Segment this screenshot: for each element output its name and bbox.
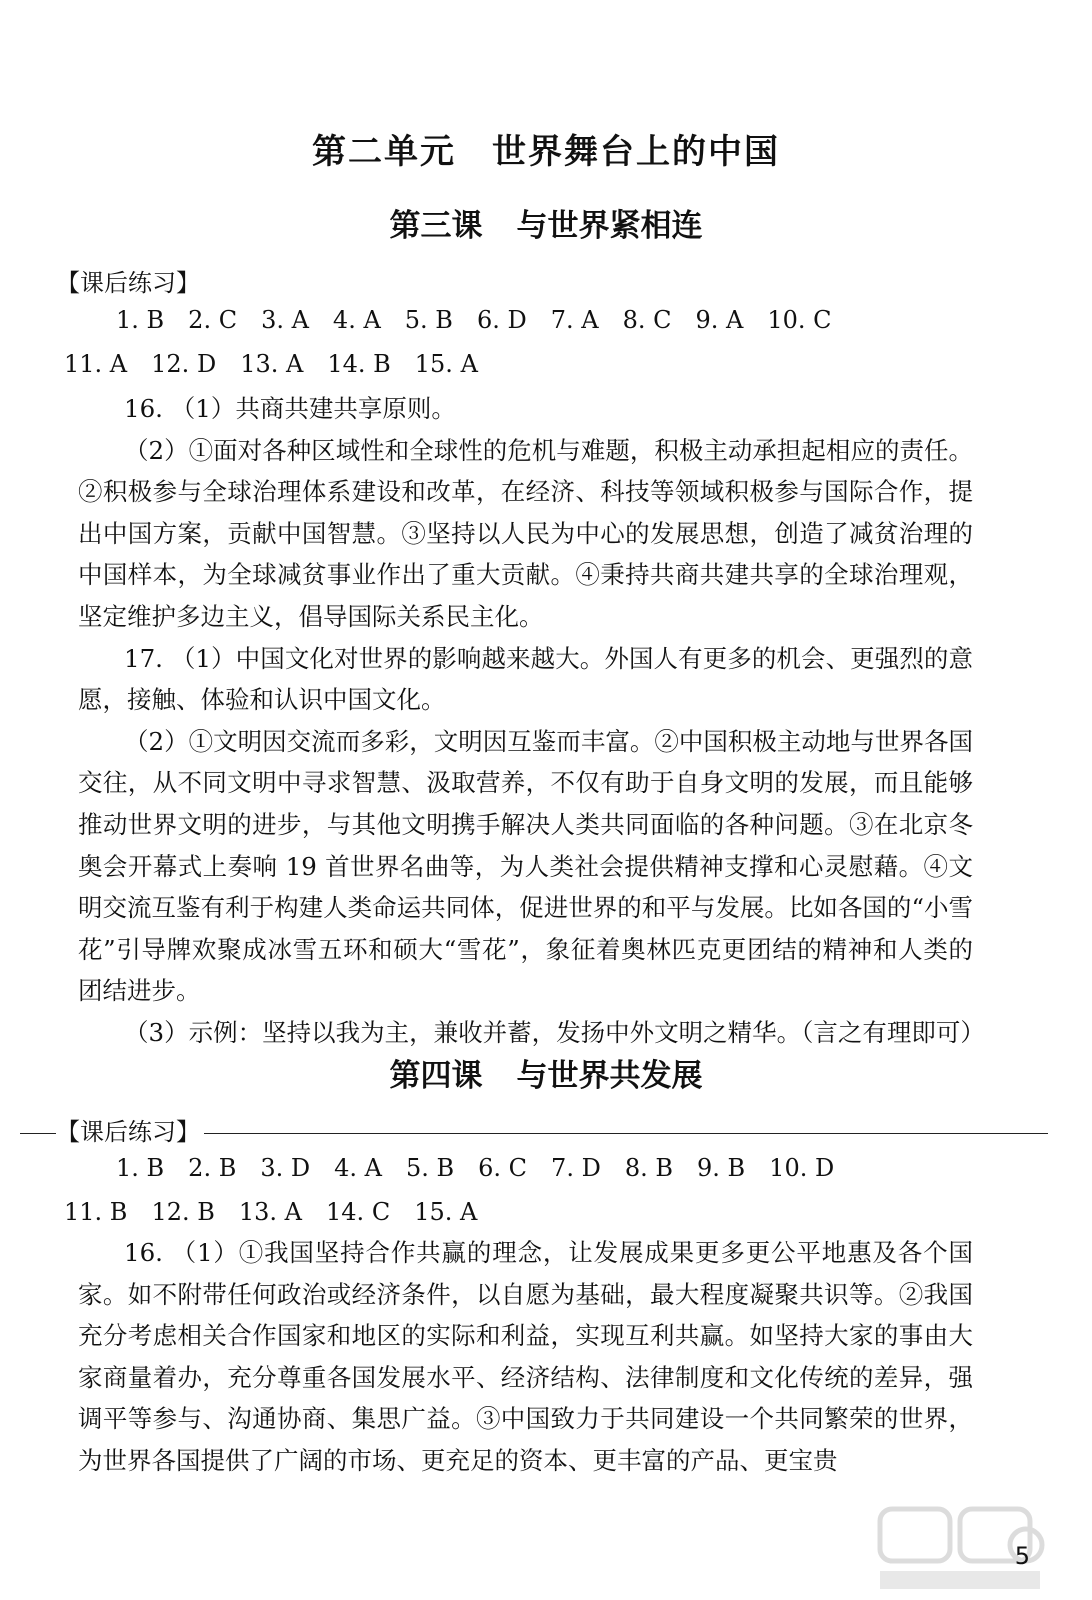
answer-item: 4. A xyxy=(334,1154,382,1182)
answer-item: 1. B xyxy=(116,306,165,334)
answer-item: 13. A xyxy=(240,350,304,378)
paragraph: 17. （1）中国文化对世界的影响越来越大。外国人有更多的机会、更强烈的意愿，接触、体验和认识中国文化。 xyxy=(78,643,973,715)
lesson3-answers-row2 xyxy=(64,342,972,386)
lesson3-title xyxy=(0,200,1092,245)
answer-item: 7. A xyxy=(550,306,599,334)
answer-item: 15. A xyxy=(414,1198,478,1226)
answer-item: 8. B xyxy=(624,1154,673,1182)
lesson3-name: 与世界紧相连 xyxy=(516,208,703,244)
lesson4-answers-row2 xyxy=(64,1190,972,1234)
answer-item: 15. A xyxy=(414,350,478,378)
answer-item: 14. C xyxy=(326,1198,391,1226)
answer-item: 9. B xyxy=(697,1154,746,1182)
answer-item: 9. A xyxy=(695,306,744,334)
lesson4-number: 第四课 xyxy=(389,1058,483,1094)
answer-item: 11. B xyxy=(64,1198,128,1226)
lesson4-answer-text xyxy=(78,1232,973,1482)
lesson4-section-label: 【课后练习】 xyxy=(56,1117,204,1147)
lesson3-answer-text xyxy=(78,388,985,1054)
answer-item: 6. C xyxy=(478,1154,528,1182)
answer-item: 7. D xyxy=(551,1154,601,1182)
lesson3-section-label: 【课后练习】 xyxy=(56,268,204,298)
answer-item: 10. D xyxy=(769,1154,835,1182)
answer-item: 13. A xyxy=(238,1198,303,1226)
lesson3-number: 第三课 xyxy=(389,208,483,244)
answer-item: 1. B xyxy=(116,1154,165,1182)
answer-item: 5. B xyxy=(404,306,453,334)
answer-item: 12. B xyxy=(151,1198,215,1226)
answer-item: 3. D xyxy=(260,1154,311,1182)
lesson4-answers xyxy=(64,1146,972,1234)
answer-item: 11. A xyxy=(64,350,128,378)
lesson4-answers-row1 xyxy=(72,1146,972,1190)
answer-item: 10. C xyxy=(767,306,832,334)
paragraph: （2）①文明因交流而多彩，文明因互鉴而丰富。②中国积极主动地与世界各国交往，从不同文明中寻求智慧、汲取营养，不仅有助于自身文明的发展，而且能够推动世界文明的进步，与其他文明携手解决人类共同面临的各种问题。③在北京冬奥会开幕式上奏响 19 首世界名曲等，为人类社会提供精神支撑和心灵慰藉。④文明交流互鉴有利于构建人类命运共同体，促进世界的和平与发展。比如各国的“小雪花”引导牌欢聚成冰雪五环和硕大“雪花”，象征着奥林匹克更团结的精神和人类的团结进步。 xyxy=(78,726,973,1006)
lesson3-answers xyxy=(64,298,972,386)
page-number: 5 xyxy=(1014,1542,1030,1570)
paragraph: （3）示例：坚持以我为主，兼收并蓄，发扬中外文明之精华。（言之有理即可） xyxy=(124,1017,985,1047)
answer-item: 2. C xyxy=(188,306,238,334)
answer-item: 3. A xyxy=(261,306,309,334)
lesson4-name: 与世界共发展 xyxy=(516,1058,703,1094)
unit-title xyxy=(0,124,1092,173)
paragraph: 16. （1）①我国坚持合作共赢的理念，让发展成果更多更公平地惠及各个国家。如不附带任何政治或经济条件，以自愿为基础，最大程度凝聚共识等。②我国充分考虑相关合作国家和地区的实际和利益，实现互利共赢。如坚持大家的事由大家商量着办，充分尊重各国发展水平、经济结构、法律制度和文化传统的差异，强调平等参与、沟通协商、集思广益。③中国致力于共同建设一个共同繁荣的世界，为世界各国提供了广阔的市场、更充足的资本、更丰富的产品、更宝贵 xyxy=(78,1238,973,1475)
answer-item: 5. B xyxy=(405,1154,455,1182)
paragraph: （2）①面对各种区域性和全球性的危机与难题，积极主动承担起相应的责任。②积极参与全球治理体系建设和改革，在经济、科技等领域积极参与国际合作，提出中国方案，贡献中国智慧。③坚持以人民为中心的发展思想，创造了减贫治理的中国样本，为全球减贫事业作出了重大贡献。④秉持共商共建共享的全球治理观，坚定维护多边主义，倡导国际关系民主化。 xyxy=(78,435,973,631)
answer-item: 8. C xyxy=(622,306,672,334)
answer-item: 14. B xyxy=(327,350,391,378)
answer-item: 12. D xyxy=(151,350,217,378)
lesson3-answers-row1 xyxy=(72,298,972,342)
answer-item: 2. B xyxy=(188,1154,237,1182)
lesson4-title xyxy=(0,1050,1092,1095)
unit-number: 第二单元 xyxy=(312,132,456,172)
unit-name: 世界舞台上的中国 xyxy=(492,132,780,172)
paragraph: 16. （1）共商共建共享原则。 xyxy=(124,394,456,423)
answer-item: 4. A xyxy=(332,306,381,334)
answer-item: 6. D xyxy=(476,306,527,334)
